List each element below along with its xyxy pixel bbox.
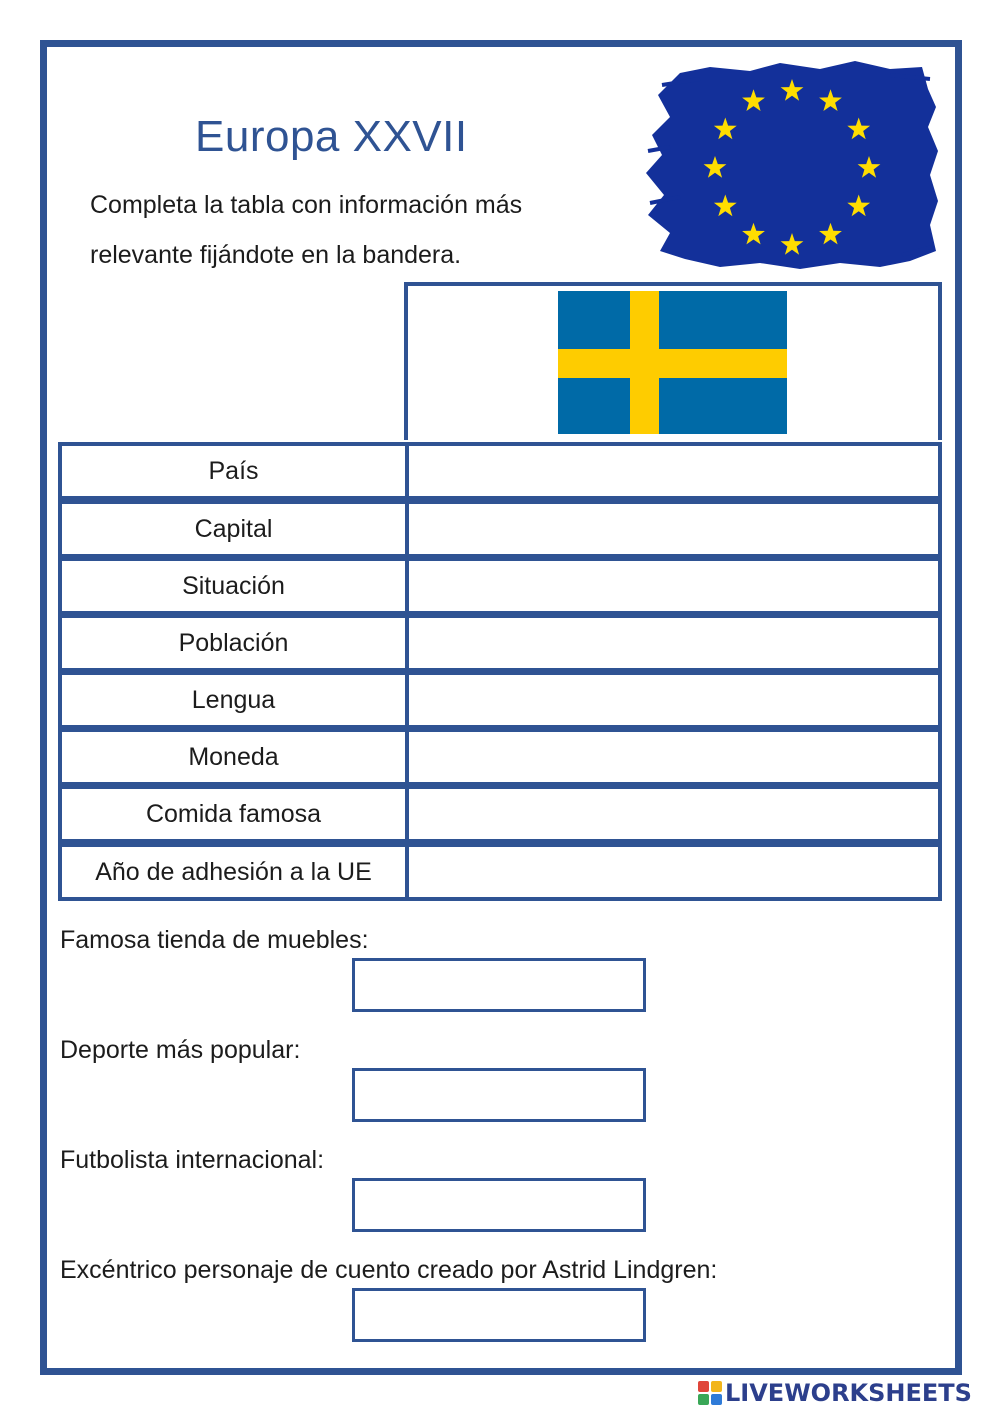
answer-field-moneda[interactable] (409, 732, 938, 782)
instructions (90, 180, 610, 280)
question-tienda-muebles: Famosa tienda de muebles: (60, 926, 369, 954)
eu-flag-icon (640, 55, 940, 275)
answer-box-deporte[interactable] (352, 1068, 646, 1122)
instructions-line-1: Completa la tabla con información más (90, 191, 523, 219)
sweden-flag-icon (558, 291, 787, 434)
row-label-capital: Capital (62, 504, 409, 554)
answer-field-situacion[interactable] (409, 561, 938, 611)
liveworksheets-logo (698, 1378, 972, 1408)
row-label-moneda: Moneda (62, 732, 409, 782)
brand-name: LIVEWORKSHEETS (725, 1379, 972, 1407)
row-label-lengua: Lengua (62, 675, 409, 725)
instructions-line-2: relevante fijándote en la bandera. (90, 241, 462, 269)
row-label-comida-famosa: Comida famosa (62, 789, 409, 839)
answer-field-capital[interactable] (409, 504, 938, 554)
sweden-flag-cross-horizontal (558, 349, 787, 378)
table-row (58, 785, 942, 843)
table-row (58, 671, 942, 729)
table-row (58, 614, 942, 672)
row-label-ano-adhesion: Año de adhesión a la UE (62, 847, 409, 897)
row-label-situacion: Situación (62, 561, 409, 611)
table-row (58, 500, 942, 558)
question-deporte: Deporte más popular: (60, 1036, 301, 1064)
answer-field-pais[interactable] (409, 446, 938, 496)
question-futbolista: Futbolista internacional: (60, 1146, 325, 1174)
answer-field-ano-adhesion[interactable] (409, 847, 938, 897)
table-row (58, 728, 942, 786)
answer-field-poblacion[interactable] (409, 618, 938, 668)
answer-box-tienda-muebles[interactable] (352, 958, 646, 1012)
answer-field-comida-famosa[interactable] (409, 789, 938, 839)
answer-box-futbolista[interactable] (352, 1178, 646, 1232)
table-row (58, 557, 942, 615)
row-label-pais: País (62, 446, 409, 496)
question-personaje-cuento: Excéntrico personaje de cuento creado por Astrid Lindgren: (60, 1256, 718, 1284)
table-row (58, 442, 942, 500)
row-label-poblacion: Población (62, 618, 409, 668)
answer-box-personaje-cuento[interactable] (352, 1288, 646, 1342)
table-row (58, 843, 942, 901)
liveworksheets-icon (698, 1381, 722, 1405)
page-title: Europa XXVII (195, 112, 468, 161)
answer-field-lengua[interactable] (409, 675, 938, 725)
